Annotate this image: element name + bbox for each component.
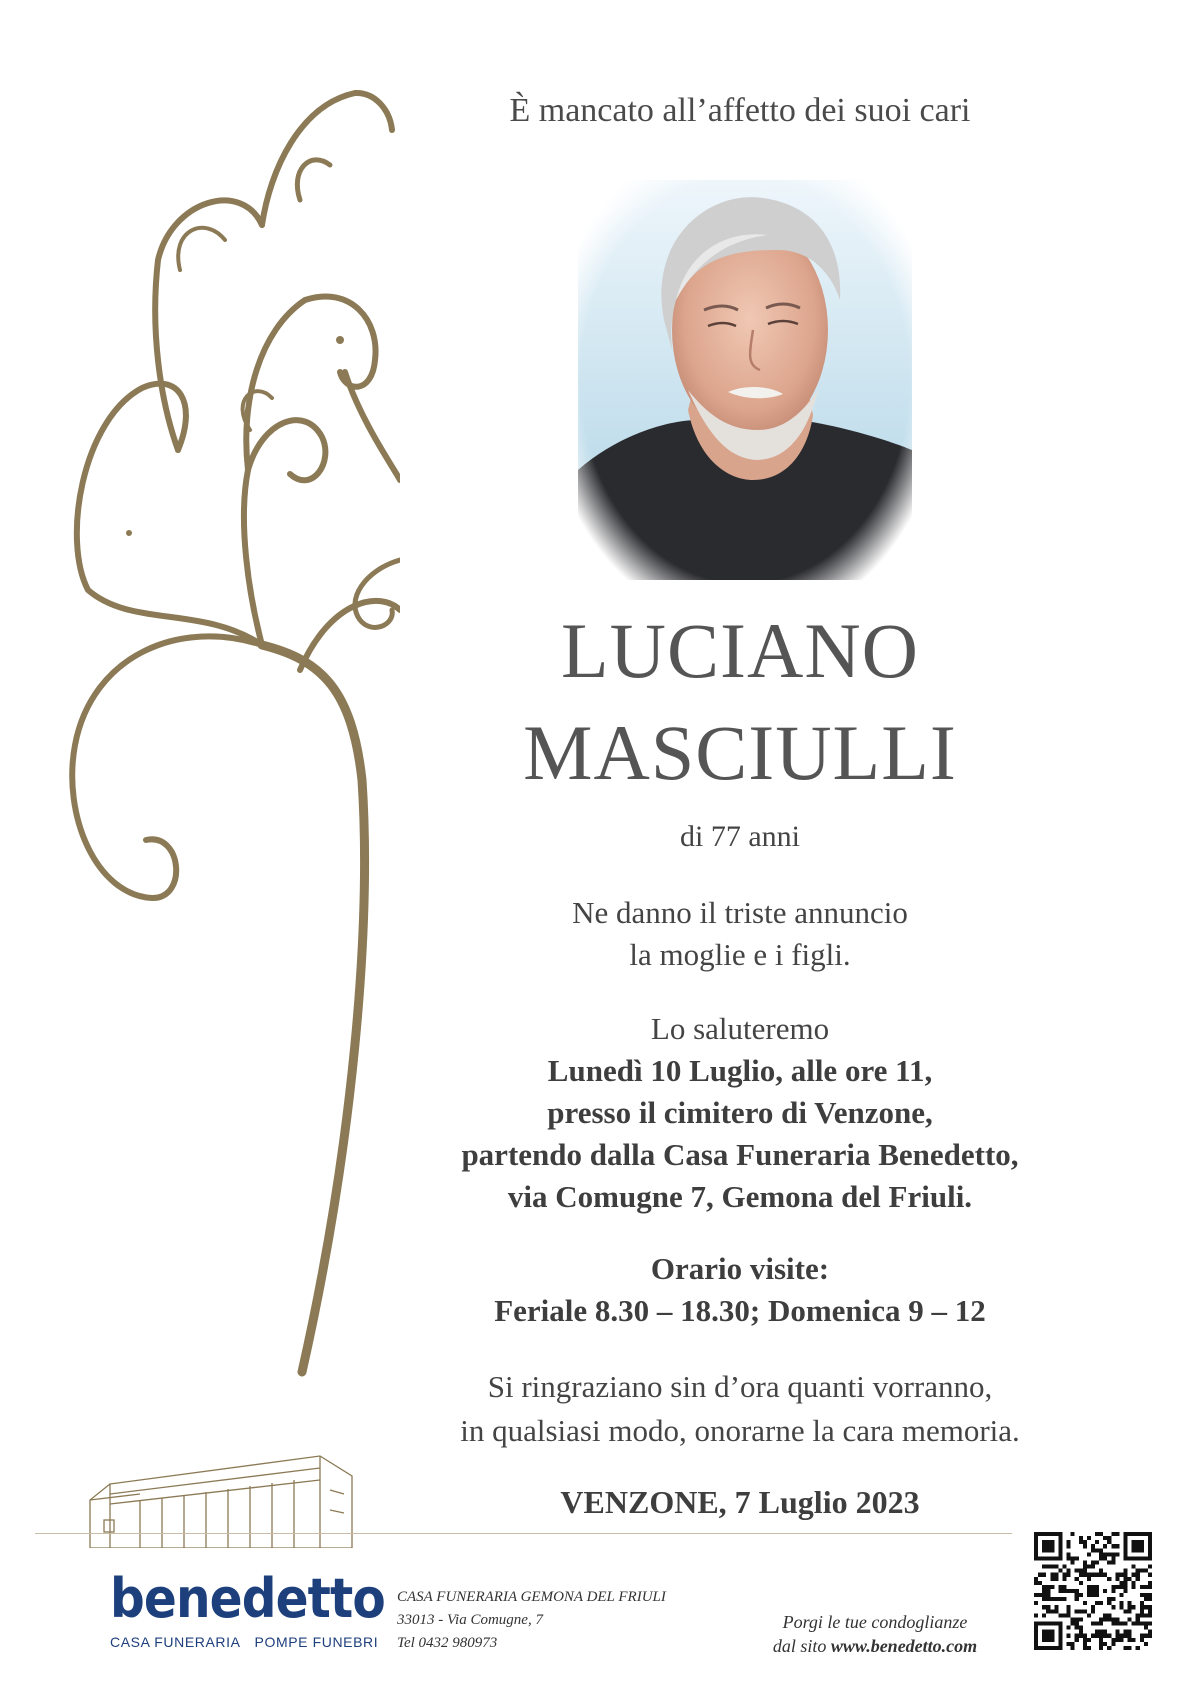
thanks-line: in qualsiasi modo, onorarne la cara memoria. <box>460 1413 1020 1448</box>
place-date: VENZONE, 7 Luglio 2023 <box>560 1484 920 1520</box>
first-name: LUCIANO <box>561 607 919 694</box>
thanks-text <box>400 1365 1080 1453</box>
condolence-site-link[interactable]: www.benedetto.com <box>830 1636 978 1656</box>
funeral-home-building-icon <box>80 1420 390 1548</box>
service-detail-line: Lunedì 10 Luglio, alle ore 11, <box>547 1053 933 1088</box>
service-intro: Lo saluteremo <box>650 1011 830 1046</box>
condolence-line: Porgi le tue condoglianze <box>782 1612 968 1632</box>
brand-tagline <box>110 1634 379 1650</box>
address-line: 33013 - Via Comugne, 7 <box>397 1612 543 1628</box>
brand-tag-funeral-services: POMPE FUNEBRI <box>254 1634 379 1650</box>
thanks-line: Si ringraziano sin d’ora quanti vorranno, <box>487 1369 993 1404</box>
announcement-line: Ne danno il triste annuncio <box>572 895 908 930</box>
qr-code-icon[interactable] <box>1034 1532 1152 1650</box>
announcement-line: la moglie e i figli. <box>629 937 851 972</box>
address-line: Tel 0432 980973 <box>397 1635 498 1651</box>
portrait-photo <box>578 180 912 580</box>
visits-title: Orario visite: <box>650 1251 830 1286</box>
intro-text: È mancato all’affetto dei suoi cari <box>509 92 971 129</box>
service-info <box>400 1008 1080 1218</box>
address-block <box>397 1586 666 1655</box>
footer-divider <box>35 1533 1012 1534</box>
service-detail-line: partendo dalla Casa Funeraria Benedetto, <box>461 1137 1019 1172</box>
condolence-text <box>725 1610 1025 1658</box>
visits-hours: Feriale 8.30 – 18.30; Domenica 9 – 12 <box>494 1293 986 1328</box>
brand-name: benedetto <box>110 1567 385 1630</box>
decorative-tree-icon <box>0 0 400 1380</box>
last-name: MASCIULLI <box>523 709 957 796</box>
visiting-hours <box>400 1248 1080 1332</box>
announcement <box>400 892 1080 976</box>
age-text: di 77 anni <box>680 820 800 853</box>
brand-logo <box>110 1567 385 1650</box>
address-line: CASA FUNERARIA GEMONA DEL FRIULI <box>397 1589 666 1605</box>
brand-tag-funeral-home: CASA FUNERARIA <box>110 1634 241 1650</box>
condolence-prefix: dal sito <box>772 1636 827 1656</box>
service-detail-line: via Comugne 7, Gemona del Friuli. <box>507 1179 973 1214</box>
service-detail-line: presso il cimitero di Venzone, <box>547 1095 933 1130</box>
